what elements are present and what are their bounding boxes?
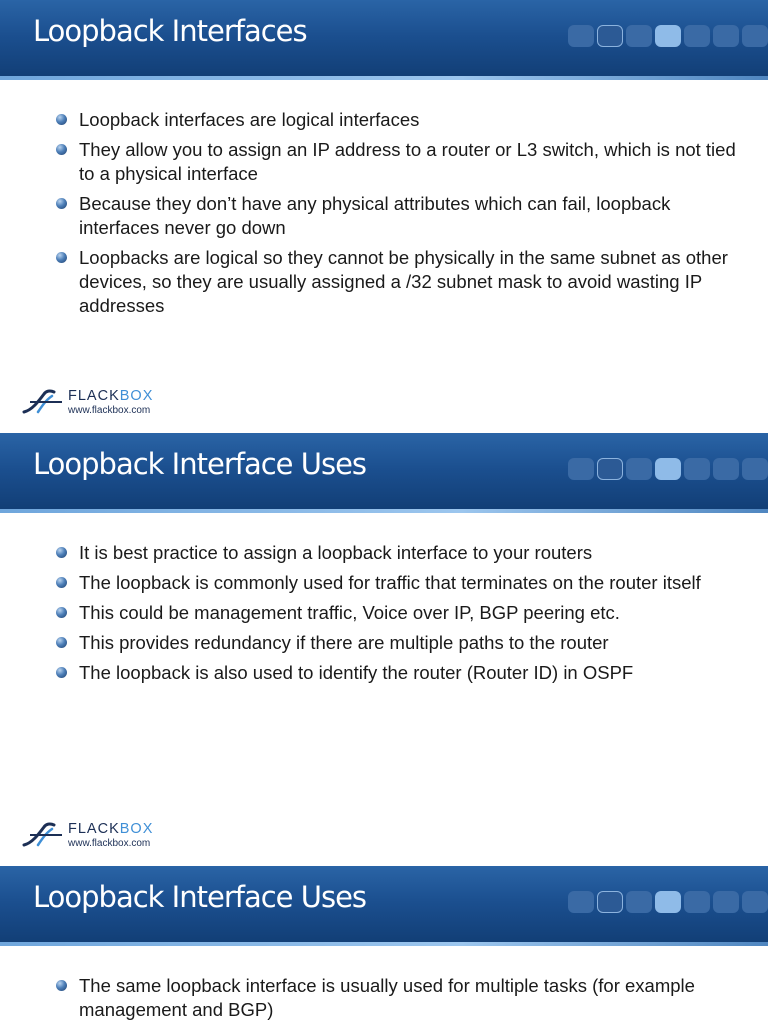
bullet-item <box>56 661 746 685</box>
bullet-item <box>56 601 746 625</box>
flackbox-logo <box>22 815 182 855</box>
bullet-icon <box>56 577 67 588</box>
bullet-text: This provides redundancy if there are multiple paths to the router <box>79 632 609 653</box>
bullet-text: The loopback is also used to identify the router (Router ID) in OSPF <box>79 662 634 683</box>
bullet-list <box>56 108 746 324</box>
bullet-text: The same loopback interface is usually used for multiple tasks (for example management and BGP) <box>79 975 695 1020</box>
bullet-item <box>56 108 746 132</box>
bullet-item <box>56 571 746 595</box>
flackbox-logo-icon <box>22 821 66 849</box>
bullet-icon <box>56 252 67 263</box>
bullet-text: It is best practice to assign a loopback interface to your routers <box>79 542 593 563</box>
logo-name: FLACKBOX <box>68 388 154 404</box>
slide-title: Loopback Interfaces <box>33 14 307 48</box>
slide-header <box>0 0 768 80</box>
logo-name: FLACKBOX <box>68 821 154 837</box>
slide-1 <box>0 0 768 433</box>
bullet-icon <box>56 980 67 991</box>
flackbox-logo <box>22 382 182 422</box>
bullet-item <box>56 974 746 1022</box>
bullet-icon <box>56 114 67 125</box>
logo-url: www.flackbox.com <box>68 838 151 849</box>
slide-title: Loopback Interface Uses <box>33 880 367 914</box>
logo-url: www.flackbox.com <box>68 405 151 416</box>
bullet-list <box>56 541 746 691</box>
bullet-item <box>56 138 746 186</box>
bullet-icon <box>56 637 67 648</box>
bullet-item <box>56 192 746 240</box>
bullet-text: This could be management traffic, Voice over IP, BGP peering etc. <box>79 602 620 623</box>
slide-header <box>0 433 768 513</box>
bullet-text: Loopback interfaces are logical interfaces <box>79 109 420 130</box>
bullet-icon <box>56 667 67 678</box>
bullet-list <box>56 974 746 1028</box>
bullet-text: They allow you to assign an IP address to a router or L3 switch, which is not tied to a physical interface <box>79 139 736 184</box>
bullet-text: Loopbacks are logical so they cannot be physically in the same subnet as other devices, so they are usually assigned a /32 subnet mask to avoid wasting IP addresses <box>79 247 728 316</box>
bullet-item <box>56 631 746 655</box>
flackbox-logo-icon <box>22 388 66 416</box>
bullet-text: The loopback is commonly used for traffic that terminates on the router itself <box>79 572 701 593</box>
bullet-icon <box>56 607 67 618</box>
bullet-item <box>56 246 746 318</box>
slide-2 <box>0 433 768 866</box>
slide-header <box>0 866 768 946</box>
slide-3 <box>0 866 768 1024</box>
bullet-item <box>56 541 746 565</box>
slide-title: Loopback Interface Uses <box>33 447 367 481</box>
bullet-icon <box>56 547 67 558</box>
bullet-icon <box>56 144 67 155</box>
bullet-icon <box>56 198 67 209</box>
bullet-text: Because they don’t have any physical attributes which can fail, loopback interfaces never go down <box>79 193 671 238</box>
